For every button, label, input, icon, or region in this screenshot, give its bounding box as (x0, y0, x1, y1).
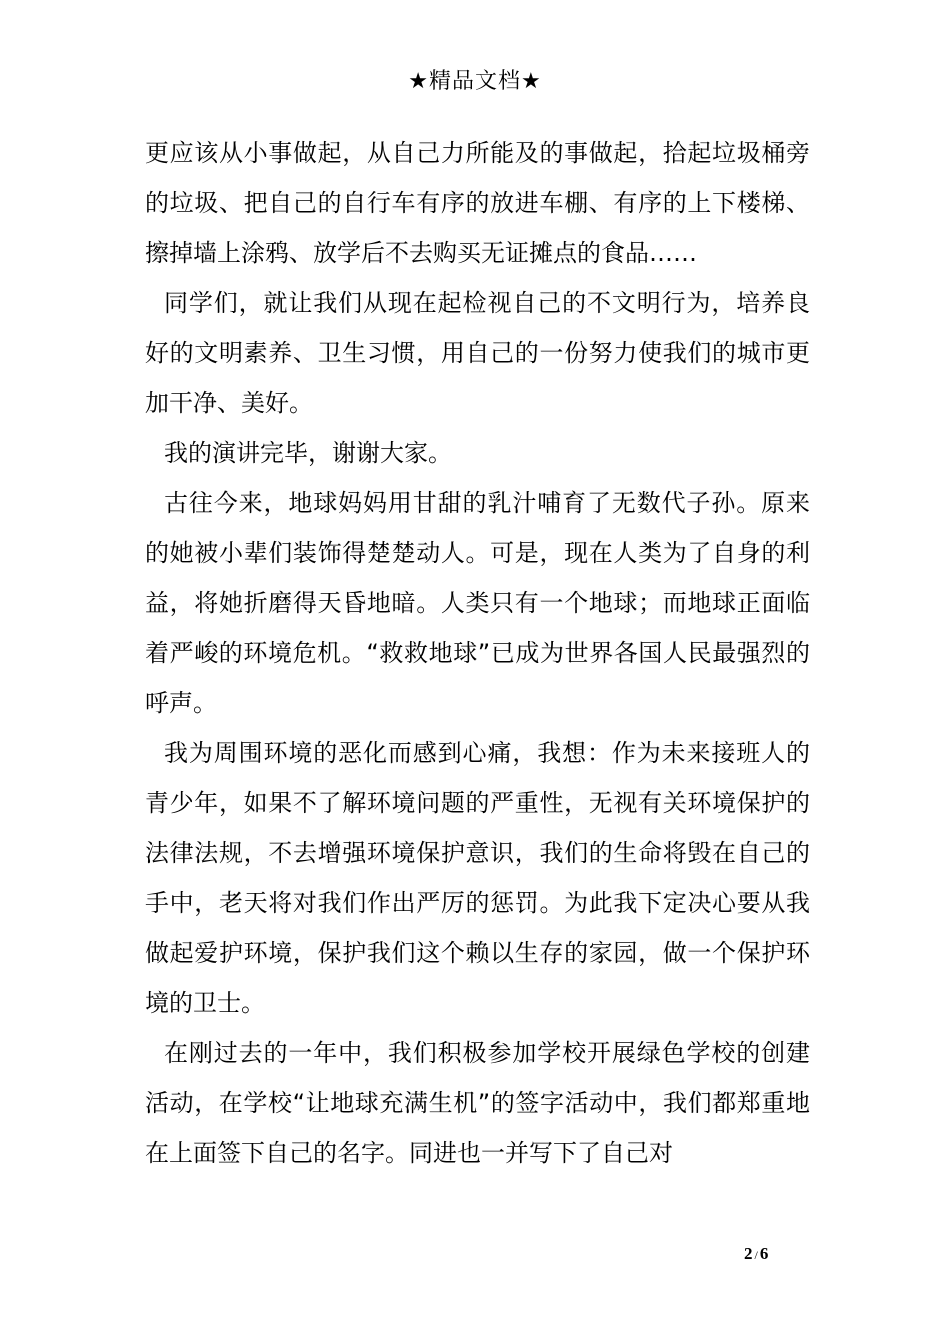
current-page: 2 (744, 1244, 753, 1263)
paragraph: 更应该从小事做起，从自己力所能及的事做起，拾起垃圾桶旁的垃圾、把自己的自行车有序的放进车棚、有序的上下楼梯、擦掉墙上涂鸦、放学后不去购买无证摊点的食品…… (145, 139, 810, 267)
total-pages: 6 (759, 1244, 769, 1263)
paragraph: 我的演讲完毕，谢谢大家。 (164, 439, 452, 467)
paragraph: 我为周围环境的恶化而感到心痛，我想：作为未来接班人的青少年，如果不了解环境问题的严重性，无视有关环境保护的法律法规，不去增强环境保护意识，我们的生命将毁在自己的手中，老天将对我们作出严厉的惩罚。为此我下定决心要从我做起爱护环境，保护我们这个赖以生存的家园，做一个保护环境的卫士。 (145, 739, 810, 1017)
page-header (0, 66, 950, 98)
document-title: ★精品文档★ (408, 69, 542, 94)
page-separator: / (754, 1248, 758, 1262)
paragraph: 同学们，就让我们从现在起检视自己的不文明行为，培养良好的文明素养、卫生习惯，用自己的一份努力使我们的城市更加干净、美好。 (145, 289, 810, 417)
document-body (145, 128, 810, 1178)
page-number (744, 1242, 768, 1267)
paragraph: 古往今来，地球妈妈用甘甜的乳汁哺育了无数代子孙。原来的她被小辈们装饰得楚楚动人。可是，现在人类为了自身的利益，将她折磨得天昏地暗。人类只有一个地球；而地球正面临着严峻的环境危机。“救救地球”已成为世界各国人民最强烈的呼声。 (145, 489, 810, 717)
paragraph: 在刚过去的一年中，我们积极参加学校开展绿色学校的创建活动，在学校“让地球充满生机”的签字活动中，我们都郑重地在上面签下自己的名字。同进也一并写下了自己对 (145, 1039, 810, 1167)
